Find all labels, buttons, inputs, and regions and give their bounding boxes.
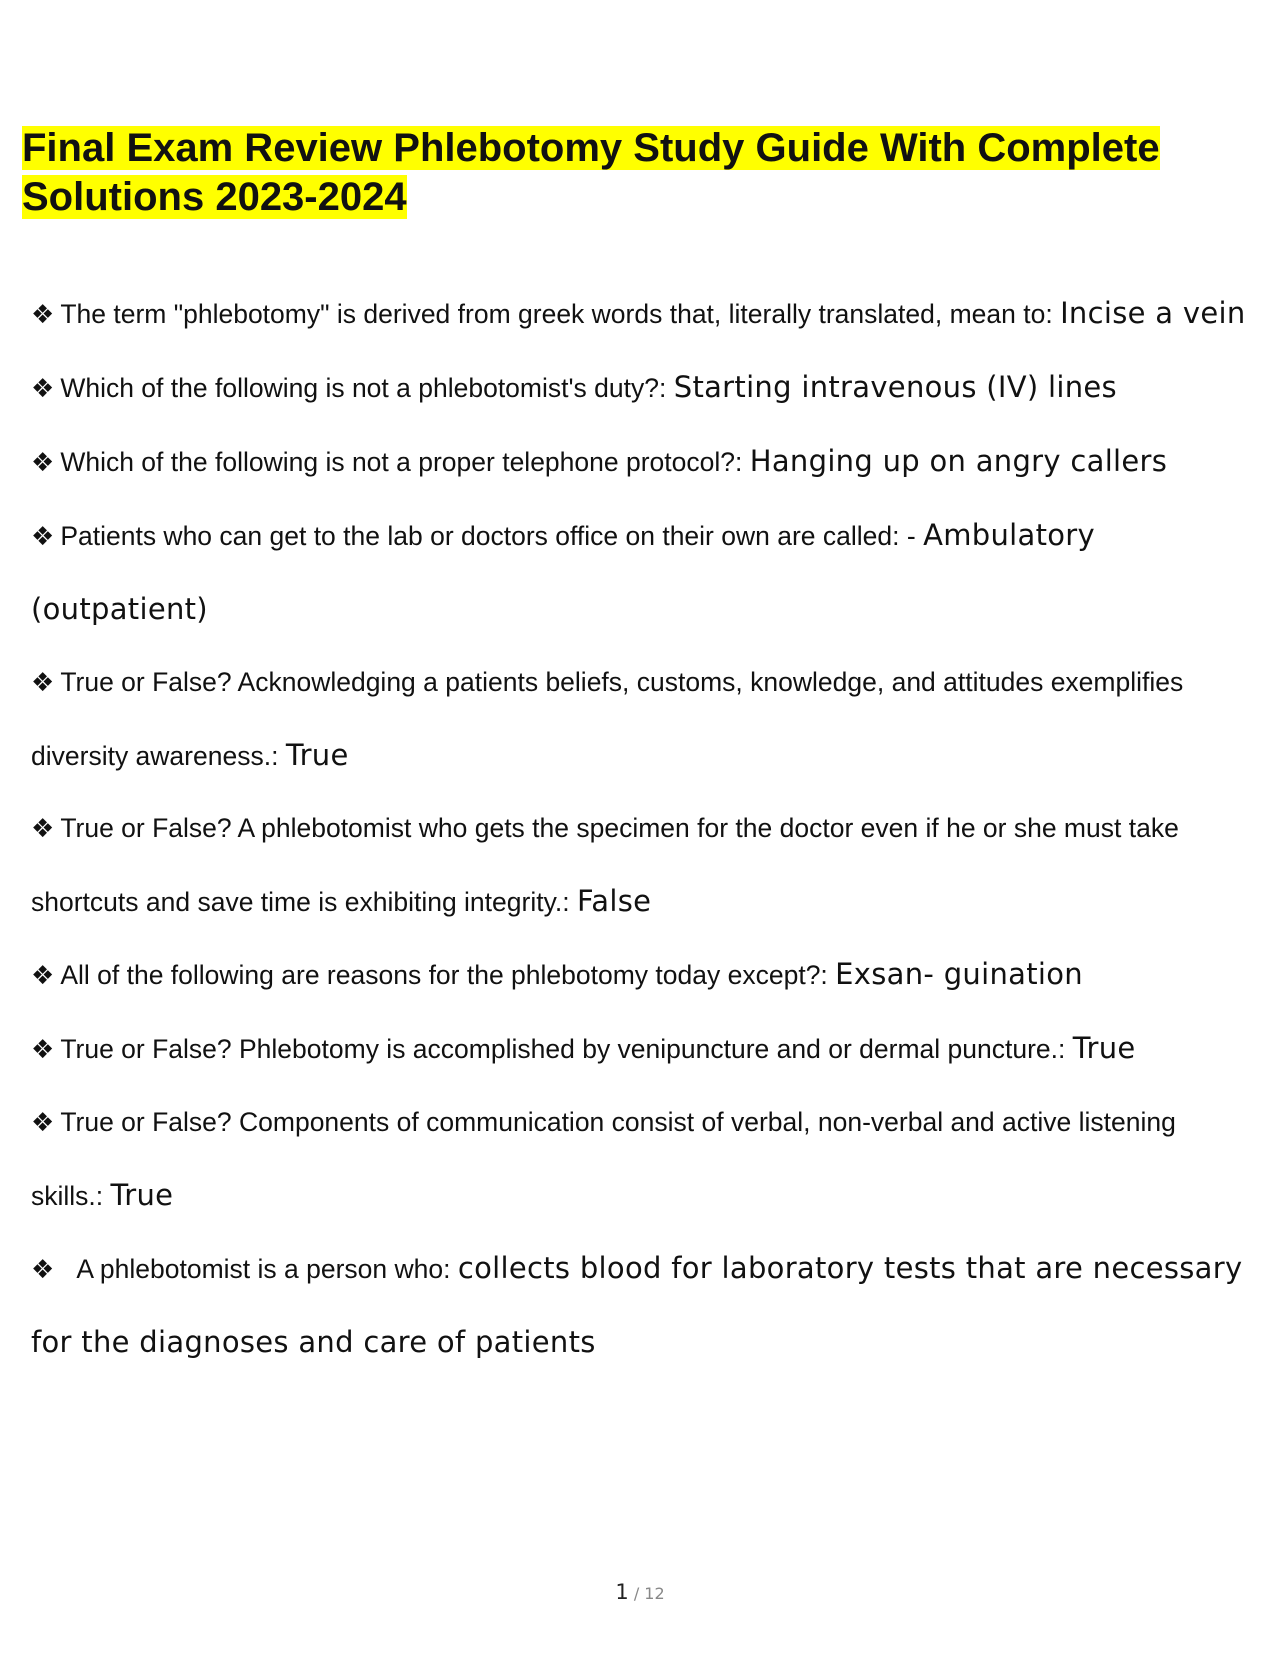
question-text: Which of the following is not a phlebotomist's duty?: [60, 373, 667, 403]
diamond-bullet-icon: ❖ [31, 814, 55, 844]
answer-text: True [110, 1178, 174, 1212]
qa-item [31, 1086, 1251, 1232]
diamond-bullet-icon: ❖ [31, 1255, 55, 1285]
answer-text: Ambulatory (outpatient) [31, 518, 1095, 626]
current-page-number: 1 [615, 1580, 629, 1604]
diamond-bullet-icon: ❖ [31, 374, 55, 404]
diamond-bullet-icon: ❖ [31, 300, 55, 330]
answer-text: True [1072, 1031, 1136, 1065]
page-indicator [0, 1580, 1280, 1604]
question-text: All of the following are reasons for the phlebotomy today except?: [60, 960, 828, 990]
question-text: True or False? Acknowledging a patients beliefs, customs, knowledge, and attitudes exemplifies diversity awareness.: [31, 667, 1184, 771]
answer-text: collects blood for laboratory tests that are necessary for the diagnoses and care of patients [31, 1251, 1243, 1359]
document-title [22, 124, 1252, 222]
qa-item [31, 1012, 1251, 1086]
answer-text: Starting intravenous (IV) lines [673, 370, 1117, 404]
answer-text: Hanging up on angry callers [749, 444, 1168, 478]
diamond-bullet-icon: ❖ [31, 668, 55, 698]
answer-text: False [576, 884, 652, 918]
qa-item [31, 792, 1251, 938]
page-separator: / [633, 1584, 640, 1603]
answer-text: Incise a vein [1060, 296, 1246, 330]
question-text: A phlebotomist is a person who: [76, 1254, 451, 1284]
document-title-text: Final Exam Review Phlebotomy Study Guide With Complete Solutions 2023-2024 [22, 126, 1160, 219]
qa-item [31, 938, 1251, 1012]
qa-item [31, 499, 1251, 646]
qa-item [31, 425, 1251, 499]
answer-text: True [285, 738, 349, 772]
question-text: True or False? Phlebotomy is accomplished by venipuncture and or dermal puncture.: [60, 1034, 1066, 1064]
qa-item [31, 646, 1251, 792]
qa-item [31, 1232, 1251, 1379]
question-text: True or False? A phlebotomist who gets the specimen for the doctor even if he or she must take shortcuts and save time is exhibiting integrity.: [31, 813, 1179, 917]
qa-item [31, 277, 1251, 351]
question-text: Which of the following is not a proper telephone protocol?: [60, 447, 743, 477]
diamond-bullet-icon: ❖ [31, 961, 55, 991]
question-text: The term "phlebotomy" is derived from greek words that, literally translated, mean to: [60, 299, 1053, 329]
answer-text: Exsan- guination [835, 957, 1083, 991]
diamond-bullet-icon: ❖ [31, 1035, 55, 1065]
qa-item [31, 351, 1251, 425]
question-list [31, 277, 1251, 1379]
question-text: Patients who can get to the lab or doctors office on their own are called: - [60, 521, 916, 551]
diamond-bullet-icon: ❖ [31, 522, 55, 552]
diamond-bullet-icon: ❖ [31, 448, 55, 478]
question-text: True or False? Components of communication consist of verbal, non-verbal and active listening skills.: [31, 1107, 1176, 1211]
total-pages: 12 [644, 1584, 665, 1603]
diamond-bullet-icon: ❖ [31, 1108, 55, 1138]
